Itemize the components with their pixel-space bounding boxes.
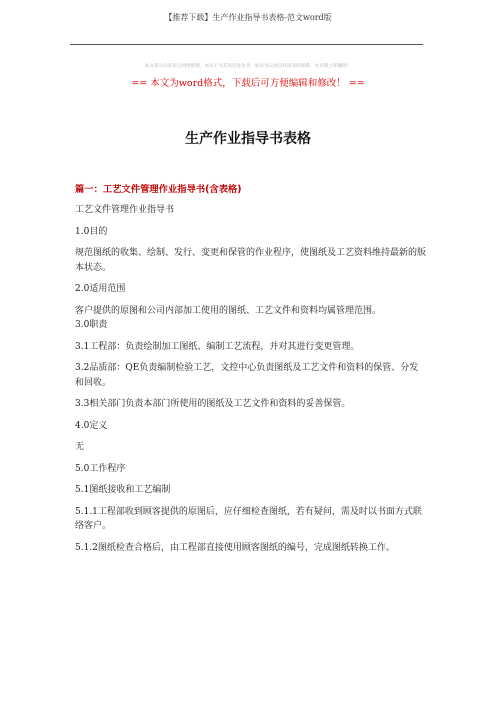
paragraph-purpose: 规范图纸的收集、绘制、发行、变更和保管的作业程序，使图纸及工艺资料维持最新的版本状态。 [75,248,427,273]
header-divider [70,44,423,45]
word-format-notice: == 本文为word格式，下载后可方便编辑和修改！ == [131,78,365,89]
page-header: 【推荐下载】生产作业指导书表格-范文word版 [164,13,332,22]
paragraph-scope: 客户提供的原图和公司内部加工使用的图纸、工艺文件和资料均属管理范围。 [75,305,382,316]
paragraph-doc-name: 工艺文件管理作业指导书 [75,205,175,215]
disclaimer-text: 本文部分内容来自网络整理，本司不为其真实性负责，如有异议或侵权请及时联系，本司将立即删除！ [144,64,352,69]
paragraph-procedure-5-1-2: 5.1.2图纸检查合格后，由工程部直接使用顾客图纸的编号，完成图纸转换工作。 [75,542,395,553]
paragraph-departments-duty: 3.3相关部门负责本部门所使用的图纸及工艺文件和资料的妥善保管。 [75,399,351,409]
document-body [75,203,427,562]
paragraph-quality-duty: 3.2品质部：QE负责编制检验工艺，文控中心负责图纸及工艺文件和资料的保管、分发和回收。 [75,363,419,388]
document-title: 生产作业指导书表格 [185,131,311,147]
paragraph-definition: 无 [75,442,85,452]
paragraph-procedure-5-1-1: 5.1.1工程部收到顾客提供的原图后，应仔细检查图纸，若有疑问，需及时以书面方式联络客户。 [75,506,422,531]
section-heading: 篇一：工艺文件管理作业指导书(含表格) [75,184,242,195]
paragraph-engineering-duty: 3.1工程部：负责绘制加工图纸、编制工艺流程，并对其进行变更管理。 [75,341,360,352]
paragraph-purpose-heading: 1.0目的 [75,226,108,237]
paragraph-definition-heading: 4.0定义 [75,420,108,431]
paragraph-procedure-heading: 5.0工作程序 [75,463,126,474]
paragraph-procedure-5-1: 5.1图纸接收和工艺编制 [75,485,171,495]
paragraph-responsibility-heading: 3.0职责 [75,320,108,330]
paragraph-scope-heading: 2.0适用范围 [75,284,126,294]
